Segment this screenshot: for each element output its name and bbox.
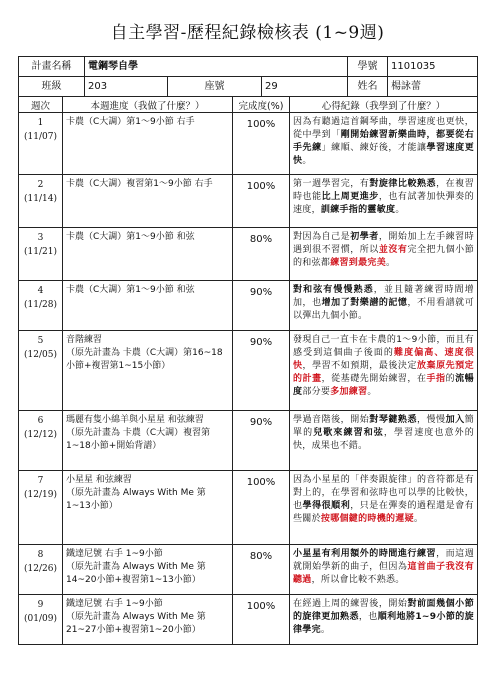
student-id-value: 1101035 <box>388 57 478 77</box>
journal-emphasis: 小星星有利用額外的時間進行練習 <box>293 549 437 559</box>
journal-cell <box>290 175 478 228</box>
week-date: (12/19) <box>24 490 57 500</box>
table-row <box>19 331 478 411</box>
journal-emphasis: 對旋律比較熟悉 <box>369 179 437 189</box>
journal-text: 對因為自己是 <box>293 232 351 242</box>
journal-cell <box>290 411 478 471</box>
journal-cell <box>290 331 478 411</box>
journal-text: 。 <box>413 514 424 524</box>
class-label: 班級 <box>19 77 85 97</box>
week-number: 1 <box>37 118 44 128</box>
journal-highlight: 多加練習 <box>330 387 368 397</box>
journal-emphasis: 訓練手指的靈敏度 <box>320 205 396 215</box>
journal-text: 簡單的 <box>293 415 474 438</box>
name-value: 楊詠蕾 <box>388 77 478 97</box>
journal-text: 部分要 <box>302 387 331 397</box>
completion-cell: 90% <box>233 411 290 471</box>
journal-emphasis: 剛開始練習新樂曲時，都要從右手先練 <box>293 130 474 153</box>
journal-emphasis: 對和弦有慢慢熟悉 <box>293 285 374 295</box>
journal-text: ，也 <box>358 612 378 622</box>
document-title: 自主學習-歷程紀錄檢核表 (1~9週) <box>110 23 385 43</box>
journal-emphasis: 學得很順利 <box>302 501 351 511</box>
week-number: 5 <box>37 336 44 346</box>
journal-text: ，學習速度也意外的快，成果也不錯。 <box>293 428 474 451</box>
journal-cell <box>290 228 478 281</box>
journal-text: ，並且隨著練習時間增加，也 <box>293 285 474 308</box>
week-cell <box>19 331 63 411</box>
journal-text: 的 <box>445 374 456 384</box>
journal-emphasis: 流暢度 <box>293 374 474 397</box>
journal-text: ，而這週就開始學新的曲子，但因為 <box>293 549 474 572</box>
table-row <box>19 545 478 595</box>
student-id-label: 學號 <box>348 57 388 77</box>
journal-text: ，從基礎先開始練習，在 <box>321 374 427 384</box>
journal-text: ，慢慢 <box>416 415 446 425</box>
progress-cell: 卡農（C大調）第1～9小節 右手 <box>63 113 233 175</box>
progress-cell: 音階練習 （原先計畫為 卡農（C大調）第16~18小節+複習第1~15小節） <box>63 331 233 411</box>
completion-cell: 100% <box>233 113 290 175</box>
header-progress: 本週進度（我做了什麼？） <box>63 97 233 113</box>
completion-cell: 100% <box>233 595 290 645</box>
journal-emphasis: 學習速度更快 <box>293 143 474 166</box>
journal-highlight: 練習到最完美 <box>330 258 387 268</box>
journal-emphasis: 順利地將1~9小節的旋律學完 <box>293 612 474 635</box>
journal-text: 發現自己一直卡在卡農的1～9小節，而且有感受到這個曲子後面的 <box>293 335 474 358</box>
week-cell <box>19 471 63 545</box>
week-date: (11/28) <box>24 300 57 310</box>
week-number: 7 <box>37 476 44 486</box>
journal-text: 。 <box>386 258 396 268</box>
week-cell <box>19 595 63 645</box>
progress-cell: 卡農（C大調）第1～9小節 和弦 <box>63 281 233 331</box>
week-date: (01/09) <box>24 614 57 624</box>
table-row <box>19 281 478 331</box>
completion-cell: 90% <box>233 281 290 331</box>
week-number: 9 <box>37 600 44 610</box>
journal-emphasis: 增加了對樂譜的記憶 <box>321 298 408 308</box>
week-number: 6 <box>37 416 44 426</box>
progress-cell: 卡農（C大調）複習第1～9小節 右手 <box>63 175 233 228</box>
table-row <box>19 175 478 228</box>
journal-text: 因為有聽過這首鋼琴曲，學習速度也更快，從中學到「 <box>293 117 474 140</box>
week-cell <box>19 411 63 471</box>
journal-emphasis: 對琴鍵熟悉 <box>369 415 417 425</box>
completion-cell: 100% <box>233 471 290 545</box>
week-date: (11/14) <box>24 194 57 204</box>
progress-cell: 鐵達尼號 右手 1~9小節 （原先計畫為 Always With Me 第14~20小節+複習第1~13小節） <box>63 545 233 595</box>
week-cell <box>19 113 63 175</box>
journal-emphasis: 初學者 <box>350 232 379 242</box>
table-row <box>19 595 478 645</box>
week-cell <box>19 228 63 281</box>
journal-cell <box>290 471 478 545</box>
journal-cell <box>290 545 478 595</box>
seat-label: 座號 <box>168 77 262 97</box>
week-number: 4 <box>37 286 44 296</box>
journal-text: ，在複習時也能 <box>293 179 474 202</box>
seat-value: 29 <box>262 77 348 97</box>
week-number: 8 <box>37 550 44 560</box>
journal-text: 完全把九個小節的和弦都 <box>293 245 474 268</box>
class-value: 203 <box>85 77 168 97</box>
name-label: 姓名 <box>348 77 388 97</box>
week-cell <box>19 281 63 331</box>
week-date: (12/12) <box>24 430 57 440</box>
header-journal: 心得紀錄（我學到了什麼？） <box>290 97 478 113</box>
plan-name-value: 電鋼琴自學 <box>85 57 348 77</box>
info-table <box>18 56 478 97</box>
week-number: 3 <box>37 233 44 243</box>
journal-cell <box>290 595 478 645</box>
week-cell <box>19 175 63 228</box>
header-week: 週次 <box>19 97 63 113</box>
progress-cell: 瑪麗有隻小綿羊與小星星 和弦練習 （原先計畫為 卡農（C大調）複習第1~18小節+開始背譜） <box>63 411 233 471</box>
journal-highlight: 難度偏高、速度很快 <box>293 348 474 371</box>
journal-text: 學過音階後，開始 <box>293 415 370 425</box>
journal-highlight: 放棄原先預定的計畫 <box>293 361 474 384</box>
journal-emphasis: 比上周更進步 <box>321 192 379 202</box>
journal-text: 因為小星星的「伴奏跟旋律」的音符都是有對上的，在學習和弦時也可以學的比較快，也 <box>293 475 474 511</box>
journal-text: 。 <box>320 625 331 635</box>
plan-name-label: 計畫名稱 <box>19 57 85 77</box>
progress-cell: 小星星 和弦練習 （原先計畫為 Always With Me 第1~13小節） <box>63 471 233 545</box>
week-date: (11/21) <box>24 247 57 257</box>
completion-cell: 100% <box>233 175 290 228</box>
completion-cell: 90% <box>233 331 290 411</box>
table-row <box>19 411 478 471</box>
progress-cell: 鐵達尼號 右手 1~9小節 （原先計畫為 Always With Me 第21~27小節+複習第1~20小節） <box>63 595 233 645</box>
journal-text: 第一週學習完，有 <box>293 179 370 189</box>
table-row <box>19 113 478 175</box>
journal-cell <box>290 113 478 175</box>
table-row <box>19 471 478 545</box>
journal-text: ，也有試著加快彈奏的速度， <box>293 192 474 215</box>
completion-cell: 80% <box>233 228 290 281</box>
progress-cell: 卡農（C大調）第1～9小節 和弦 <box>63 228 233 281</box>
week-date: (12/05) <box>24 350 57 360</box>
week-date: (12/26) <box>24 564 57 574</box>
journal-text: ，只是在彈奏的過程還是會有些關於 <box>293 501 474 524</box>
journal-highlight: 這首曲子我沒有聽過 <box>293 562 474 585</box>
journal-cell <box>290 281 478 331</box>
journal-highlight: 手指 <box>426 374 446 384</box>
journal-text: ，開始加上左手練習時遇到很不習慣，所以 <box>293 232 474 255</box>
journal-emphasis: 加入 <box>445 415 465 425</box>
journal-text: ，不用看譜就可以彈出九個小節。 <box>293 298 474 321</box>
journal-text: ，所以會比較不熟悉。 <box>311 575 405 585</box>
journal-text: 」練順、練好後，才能讓 <box>321 143 427 153</box>
log-table <box>18 96 478 645</box>
journal-emphasis: 對前面幾個小節的旋律更加熟悉 <box>293 599 474 622</box>
week-date: (11/07) <box>24 132 57 142</box>
header-completion: 完成度(%) <box>233 97 290 113</box>
journal-text: 。 <box>302 156 312 166</box>
journal-text: 在經過上周的練習後，開始 <box>293 599 408 609</box>
journal-text: 。 <box>395 205 405 215</box>
journal-emphasis: 兒歌來練習和弦 <box>313 428 384 438</box>
week-cell <box>19 545 63 595</box>
log-rows <box>19 113 478 645</box>
week-number: 2 <box>37 180 44 190</box>
journal-highlight: 按哪個鍵的時機的遲疑 <box>320 514 414 524</box>
table-row <box>19 228 478 281</box>
journal-text: ，學習不如預期，最後決定 <box>302 361 417 371</box>
journal-highlight: 並沒有 <box>378 245 408 255</box>
completion-cell: 80% <box>233 545 290 595</box>
journal-text: 。 <box>367 387 377 397</box>
